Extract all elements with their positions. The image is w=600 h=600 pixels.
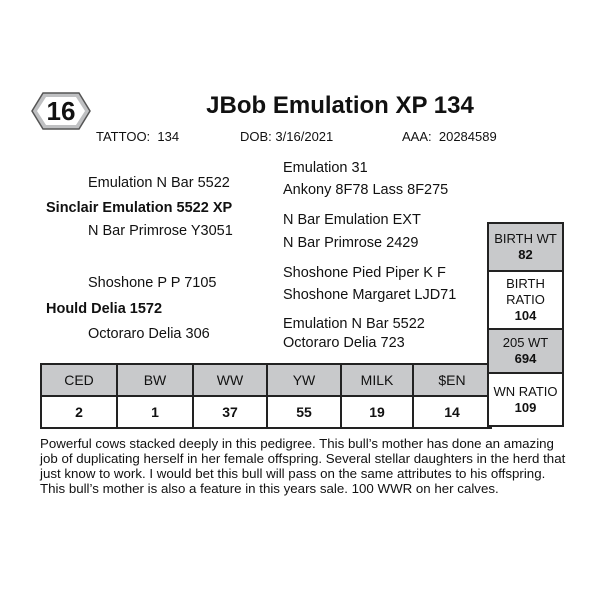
animal-name-title: JBob Emulation XP 134 [206,92,474,119]
pedigree-ssd: Ankony 8F78 Lass 8F275 [283,182,449,198]
epd-header-milk: MILK [341,364,413,396]
weight-205-label: 205 WT [502,335,549,350]
epd-header-ww: WW [193,364,267,396]
birth-ratio-label-line1: BIRTH [506,276,545,291]
birth-weight-value: 82 [518,247,533,262]
epd-value-ww: 37 [193,396,267,428]
pedigree-sire-sire: Emulation N Bar 5522 [88,175,230,191]
dob-value: 3/16/2021 [275,129,334,144]
weaning-ratio-box [487,372,564,427]
birth-ratio-label-line2: RATIO [506,292,545,307]
weaning-ratio-label: WN RATIO [493,383,558,399]
birth-weight-label: BIRTH WT [494,231,557,246]
pedigree-dam-sire: Shoshone P P 7105 [88,275,217,291]
aaa-label: AAA: [402,129,432,144]
weaning-ratio-value: 109 [514,399,537,415]
pedigree-dds: Emulation N Bar 5522 [283,316,425,332]
epd-header-row [41,364,491,396]
epd-value-milk: 19 [341,396,413,428]
weight-205-box [487,328,564,374]
lot-badge [30,91,92,131]
epd-table [40,363,492,429]
weight-205-value: 694 [514,351,537,366]
birth-weight-box [487,222,564,272]
pedigree-dam-dam: Octoraro Delia 306 [88,326,210,342]
pedigree-sss: Emulation 31 [283,160,368,176]
pedigree-sire-dam: N Bar Primrose Y3051 [88,223,233,239]
tattoo-field [96,129,179,144]
epd-header-en: $EN [413,364,491,396]
dob-field [240,129,333,144]
epd-value-bw: 1 [117,396,193,428]
birth-ratio-value: 104 [514,308,537,323]
epd-header-ced: CED [41,364,117,396]
pedigree-sire: Sinclair Emulation 5522 XP [46,200,233,216]
pedigree-sdd: N Bar Primrose 2429 [283,235,419,251]
pedigree-dsd: Shoshone Margaret LJD71 [283,287,457,303]
epd-value-yw: 55 [267,396,341,428]
lot-number: 16 [46,95,76,126]
epd-value-row [41,396,491,428]
epd-value-en: 14 [413,396,491,428]
pedigree-sds: N Bar Emulation EXT [283,212,421,228]
aaa-value: 20284589 [438,129,497,144]
epd-value-ced: 2 [41,396,117,428]
epd-header-bw: BW [117,364,193,396]
epd-header-yw: YW [267,364,341,396]
pedigree-ddd: Octoraro Delia 723 [283,335,405,351]
lot-description: Powerful cows stacked deeply in this pedigree. This bull’s mother has done an amazing job of duplicating herself in her female offspring. Several stellar daughters in the herd that just know to work. I would bet this bull will pass on the same attributes to his offspring. This bull’s mother is also a feature in this years sale. 100 WWR on her calves. [40,436,566,496]
tattoo-label: TATTOO: [96,129,151,144]
tattoo-value: 134 [157,129,180,144]
pedigree-dss: Shoshone Pied Piper K F [283,265,446,281]
birth-ratio-box [487,270,564,330]
pedigree-dam: Hould Delia 1572 [46,301,163,317]
dob-label: DOB: [240,129,272,144]
aaa-field [402,129,497,144]
